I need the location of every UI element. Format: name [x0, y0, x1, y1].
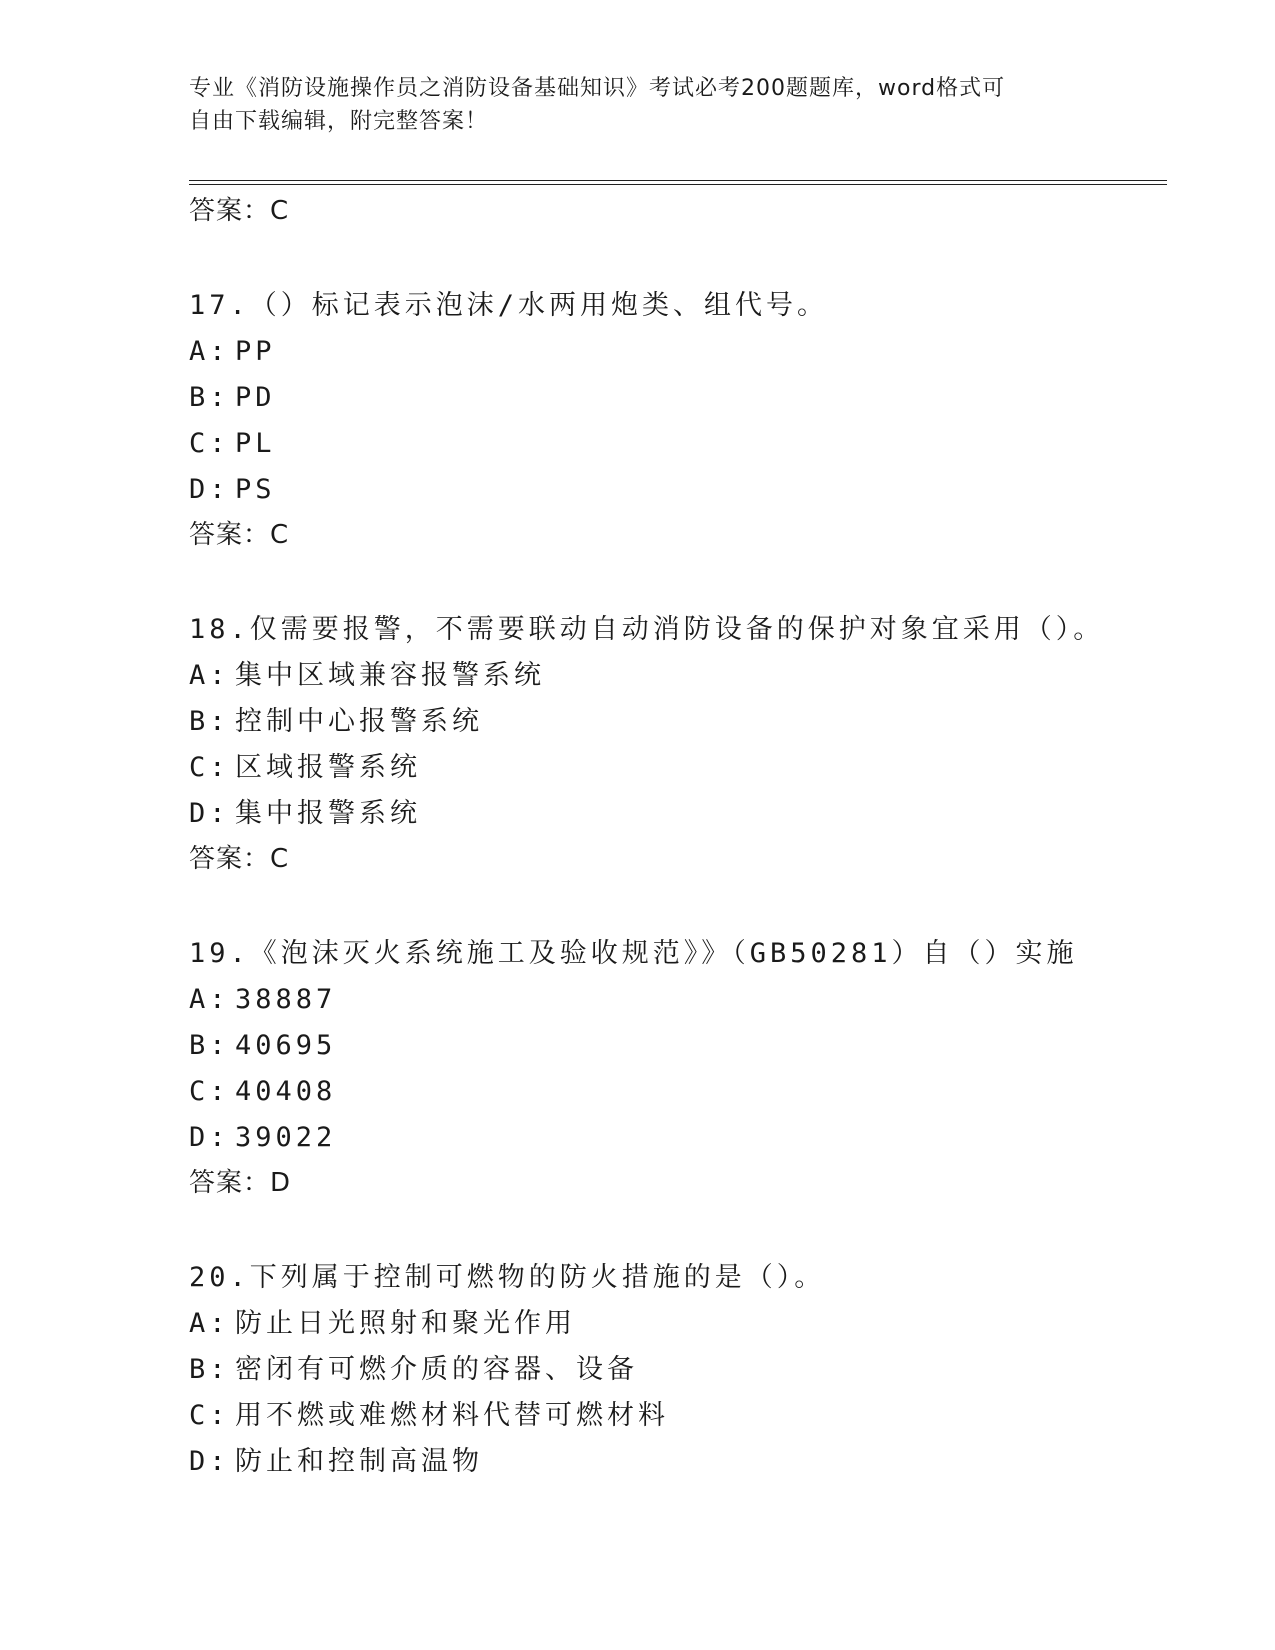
- header-divider-bottom: [189, 184, 1167, 185]
- answer: 答案：C: [189, 844, 290, 874]
- document-header: [189, 72, 1089, 138]
- option-c: [189, 1393, 1167, 1439]
- option-text: 防止和控制高温物: [235, 1446, 483, 1477]
- option-b: [189, 1347, 1167, 1393]
- option-d: [189, 467, 1167, 513]
- option-key: D:: [189, 1122, 230, 1153]
- header-line-2: 自由下载编辑，附完整答案！: [189, 109, 489, 134]
- option-a: [189, 977, 1167, 1023]
- option-text: PD: [235, 382, 276, 413]
- option-key: C:: [189, 428, 230, 459]
- option-text: 用不燃或难燃材料代替可燃材料: [235, 1400, 669, 1431]
- option-key: D:: [189, 474, 230, 505]
- option-key: D:: [189, 798, 230, 829]
- option-key: D:: [189, 1446, 230, 1477]
- option-text: 密闭有可燃介质的容器、设备: [235, 1354, 638, 1385]
- header-line-1: 专业《消防设施操作员之消防设备基础知识》考试必考200题题库，word格式可: [189, 76, 1006, 101]
- option-key: B:: [189, 1354, 230, 1385]
- option-key: C:: [189, 752, 230, 783]
- option-key: B:: [189, 1030, 230, 1061]
- option-text: 38887: [235, 984, 337, 1015]
- option-key: C:: [189, 1400, 230, 1431]
- option-b: [189, 699, 1167, 745]
- question-text: 19.《泡沫灭火系统施工及验收规范》》（GB50281）自（）实施: [189, 938, 1078, 969]
- header-divider-top: [189, 180, 1167, 181]
- option-key: B:: [189, 382, 230, 413]
- option-key: A:: [189, 1308, 230, 1339]
- option-text: 控制中心报警系统: [235, 706, 483, 737]
- previous-answer: 答案：C: [189, 196, 290, 226]
- option-text: PS: [235, 474, 276, 505]
- question-text: 18.仅需要报警，不需要联动自动消防设备的保护对象宜采用（）。: [189, 614, 1105, 645]
- option-text: 40408: [235, 1076, 337, 1107]
- option-text: 区域报警系统: [235, 752, 421, 783]
- question-18: [189, 607, 1167, 881]
- option-c: [189, 1069, 1167, 1115]
- option-d: [189, 791, 1167, 837]
- option-a: [189, 329, 1167, 375]
- option-key: A:: [189, 660, 230, 691]
- option-c: [189, 745, 1167, 791]
- option-text: 40695: [235, 1030, 337, 1061]
- option-text: PP: [235, 336, 276, 367]
- option-text: PL: [235, 428, 276, 459]
- question-list: [189, 189, 1167, 1485]
- option-text: 集中报警系统: [235, 798, 421, 829]
- option-a: [189, 653, 1167, 699]
- question-text: 20.下列属于控制可燃物的防火措施的是（）。: [189, 1262, 826, 1293]
- option-b: [189, 375, 1167, 421]
- answer: 答案：D: [189, 1168, 292, 1198]
- question-20: [189, 1255, 1167, 1485]
- question-text: 17.（）标记表示泡沫/水两用炮类、组代号。: [189, 290, 829, 321]
- option-text: 防止日光照射和聚光作用: [235, 1308, 576, 1339]
- question-19: [189, 931, 1167, 1205]
- option-d: [189, 1115, 1167, 1161]
- option-c: [189, 421, 1167, 467]
- option-text: 39022: [235, 1122, 337, 1153]
- option-d: [189, 1439, 1167, 1485]
- option-b: [189, 1023, 1167, 1069]
- option-text: 集中区域兼容报警系统: [235, 660, 545, 691]
- option-key: A:: [189, 336, 230, 367]
- option-key: B:: [189, 706, 230, 737]
- question-17: [189, 283, 1167, 557]
- answer: 答案：C: [189, 520, 290, 550]
- option-key: C:: [189, 1076, 230, 1107]
- option-a: [189, 1301, 1167, 1347]
- option-key: A:: [189, 984, 230, 1015]
